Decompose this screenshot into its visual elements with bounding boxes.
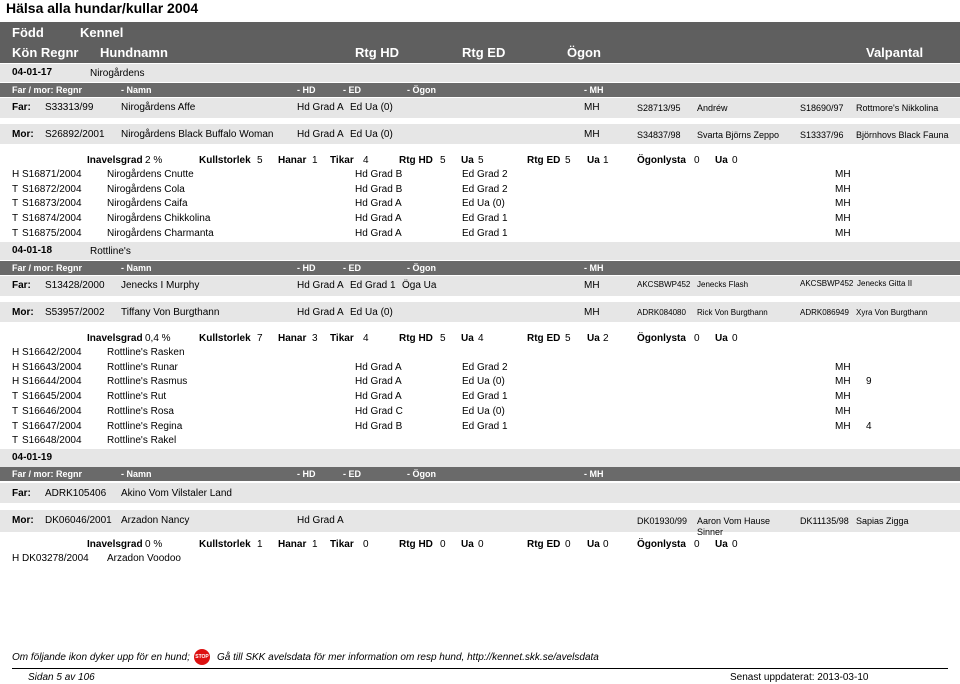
pup-name: Rottline's Rosa [107, 405, 174, 417]
header-kon-regnr: Kön Regnr [12, 45, 79, 60]
sire-ogon: Öga Ua [402, 280, 437, 291]
pup-row [0, 227, 960, 241]
pup-valpantal: 4 [866, 420, 872, 432]
stat-rtg-ed: 5 [565, 333, 571, 344]
sire-row [0, 483, 960, 503]
sire-father-regnr: AKCSBWP452 [637, 280, 691, 289]
stat-ua-ogon: 0 [732, 539, 738, 550]
pup-regnr: S16646/2004 [22, 405, 82, 417]
pup-sex: T [12, 227, 19, 239]
header-kennel: Kennel [80, 25, 124, 40]
sire-regnr: S13428/2000 [45, 280, 105, 291]
pup-regnr: S16648/2004 [22, 435, 82, 447]
pup-row [0, 375, 960, 389]
sire-name: Akino Vom Vilstaler Land [121, 488, 232, 499]
pup-row [0, 405, 960, 419]
pup-row [0, 197, 960, 211]
pup-mh: MH [835, 420, 851, 432]
sire-label: Far: [12, 280, 31, 291]
pup-mh: MH [835, 213, 851, 225]
dam-mh: MH [584, 307, 600, 318]
sire-mh: MH [584, 102, 600, 113]
pup-row [0, 168, 960, 182]
pup-regnr: S16875/2004 [22, 227, 82, 239]
litter-date-row [0, 449, 960, 467]
pup-name: Rottline's Rut [107, 391, 167, 403]
dam-father-regnr: ADRK084080 [637, 308, 686, 317]
pup-name: Rottline's Runar [107, 361, 178, 373]
stat-rtg-ed: 0 [565, 539, 571, 550]
last-updated: Senast uppdaterat: 2013-03-10 [730, 672, 869, 683]
sire-name: Nirogårdens Affe [121, 102, 196, 113]
stat-ua-label: Ua [715, 155, 728, 166]
dam-name: Arzadon Nancy [121, 515, 190, 526]
sire-hd: Hd Grad A [297, 280, 344, 291]
pup-name: Nirogårdens Cola [107, 183, 185, 195]
pup-sex: T [12, 183, 19, 195]
dam-father-name: Rick Von Burgthann [697, 308, 768, 317]
dam-row [0, 302, 960, 322]
sire-row [0, 276, 960, 296]
fm-head-far-mor: Far / mor: Regnr [12, 85, 83, 95]
stat-kullstorlek: 5 [257, 155, 263, 166]
pup-sex: T [12, 405, 19, 417]
stat-tikar: 4 [363, 155, 369, 166]
dam-name: Tiffany Von Burgthann [121, 307, 220, 318]
pup-mh: MH [835, 405, 851, 417]
litter-date-row [0, 242, 960, 260]
parent-header-row [0, 261, 960, 275]
dam-ed: Ed Ua (0) [350, 129, 393, 140]
pup-ed: Ed Grad 1 [462, 420, 508, 432]
stat-ua-label: Ua [587, 333, 600, 344]
fm-head-ogon: - Ögon [407, 469, 436, 479]
stat-ogonlysta-label: Ögonlysta [637, 539, 686, 550]
pup-hd: Hd Grad A [355, 198, 402, 210]
pup-row [0, 552, 960, 566]
stat-ua-label: Ua [461, 539, 474, 550]
pup-regnr: S16642/2004 [22, 347, 82, 358]
stat-ogonlysta-label: Ögonlysta [637, 155, 686, 166]
pup-regnr: S16643/2004 [22, 361, 82, 373]
sire-mother-regnr: AKCSBWP452 [800, 279, 854, 288]
stat-hanar-label: Hanar [278, 539, 307, 550]
pup-hd: Hd Grad A [355, 376, 402, 388]
stat-rtg-hd-label: Rtg HD [399, 155, 433, 166]
stat-ua-label: Ua [587, 539, 600, 550]
stat-tikar: 4 [363, 333, 369, 344]
pup-name: Rottline's Regina [107, 420, 183, 432]
stat-inavelsgrad-label: Inavelsgrad [87, 155, 143, 166]
stat-ogonlysta: 0 [694, 333, 700, 344]
litter-date: 04-01-19 [12, 452, 53, 463]
pup-ed: Ed Grad 1 [462, 213, 508, 225]
pup-name: Nirogårdens Caifa [107, 198, 188, 210]
sire-mother-name: Rottmore's Nikkolina [856, 103, 939, 113]
stat-rtg-hd-label: Rtg HD [399, 539, 433, 550]
fm-head-ed: - ED [343, 85, 361, 95]
stat-tikar-label: Tikar [330, 333, 354, 344]
pup-regnr: S16873/2004 [22, 198, 82, 210]
dam-hd: Hd Grad A [297, 515, 344, 526]
fm-head-hd: - HD [297, 85, 316, 95]
fm-head-namn: - Namn [121, 85, 152, 95]
litter-kennel: Nirogårdens [90, 68, 145, 79]
stat-ua-ogon: 0 [732, 155, 738, 166]
dam-mh: MH [584, 129, 600, 140]
pup-ed: Ed Ua (0) [462, 198, 505, 210]
header-rtg-ed: Rtg ED [462, 45, 506, 60]
header-valpantal: Valpantal [866, 45, 924, 60]
litter-stats-row [0, 538, 960, 552]
page-title: Hälsa alla hundar/kullar 2004 [6, 0, 199, 16]
pup-row [0, 183, 960, 197]
fm-head-namn: - Namn [121, 263, 152, 273]
dam-mother-name: Björnhovs Black Fauna [856, 130, 949, 140]
pup-hd: Hd Grad B [355, 183, 403, 195]
dam-father-regnr: DK01930/99 [637, 516, 688, 526]
sire-father-name: Andréw [697, 103, 728, 113]
stat-hanar: 1 [312, 155, 318, 166]
fm-head-far-mor: Far / mor: Regnr [12, 263, 83, 273]
pup-hd: Hd Grad A [355, 361, 402, 373]
sire-mh: MH [584, 280, 600, 291]
pup-hd: Hd Grad C [355, 405, 403, 417]
stat-ogonlysta: 0 [694, 539, 700, 550]
parent-header-row [0, 83, 960, 97]
stat-ua-ed: 1 [603, 155, 609, 166]
pup-hd: Hd Grad B [355, 169, 403, 180]
litter-date-row [0, 64, 960, 82]
stat-ua-label: Ua [715, 539, 728, 550]
pup-regnr: S16644/2004 [22, 376, 82, 388]
dam-label: Mor: [12, 307, 34, 318]
sire-label: Far: [12, 102, 31, 113]
fm-head-ogon: - Ögon [407, 85, 436, 95]
sire-hd: Hd Grad A [297, 102, 344, 113]
pup-sex: T [12, 213, 19, 225]
stat-tikar-label: Tikar [330, 539, 354, 550]
fm-head-mh: - MH [584, 85, 604, 95]
pup-ed: Ed Grad 2 [462, 361, 508, 373]
pup-name: Nirogårdens Chikkolina [107, 213, 211, 225]
stat-ogonlysta-label: Ögonlysta [637, 333, 686, 344]
stat-rtg-hd-label: Rtg HD [399, 333, 433, 344]
stat-kullstorlek-label: Kullstorlek [199, 539, 251, 550]
pup-mh: MH [835, 376, 851, 388]
pup-sex: T [12, 391, 19, 403]
header-ogon: Ögon [567, 45, 601, 60]
stat-inavelsgrad: 0 % [145, 539, 163, 550]
stat-rtg-ed-label: Rtg ED [527, 333, 561, 344]
stop-icon: STOP [194, 649, 210, 665]
pup-sex: H [12, 347, 20, 358]
pup-mh: MH [835, 198, 851, 210]
fm-head-ed: - ED [343, 469, 361, 479]
pup-sex: H [12, 169, 20, 180]
pup-ed: Ed Grad 2 [462, 183, 508, 195]
stat-ua-ogon: 0 [732, 333, 738, 344]
sire-ed: Ed Grad 1 [350, 280, 396, 291]
stat-kullstorlek: 7 [257, 333, 263, 344]
fm-head-hd: - HD [297, 469, 316, 479]
stat-rtg-ed-label: Rtg ED [527, 539, 561, 550]
sire-regnr: S33313/99 [45, 102, 94, 113]
pup-name: Nirogårdens Charmanta [107, 227, 214, 239]
stat-ua-hd: 5 [478, 155, 484, 166]
litter-date: 04-01-18 [12, 245, 53, 256]
stat-rtg-hd: 0 [440, 539, 446, 550]
stat-rtg-hd: 5 [440, 333, 446, 344]
stat-hanar: 1 [312, 539, 318, 550]
footer-skk-link[interactable]: Gå till SKK avelsdata för mer information om resp hund, http://kennet.skk.se/avelsdata [217, 652, 599, 663]
dam-hd: Hd Grad A [297, 129, 344, 140]
pup-hd: Hd Grad B [355, 420, 403, 432]
pup-sex: T [12, 198, 19, 210]
stat-ua-ed: 2 [603, 333, 609, 344]
pup-ed: Ed Grad 1 [462, 391, 508, 403]
header-hundnamn: Hundnamn [100, 45, 168, 60]
pup-name: Rottline's Rasmus [107, 376, 188, 388]
fm-head-mh: - MH [584, 469, 604, 479]
sire-mother-regnr: S18690/97 [800, 103, 844, 113]
dam-father-regnr: S34837/98 [637, 130, 681, 140]
fm-head-ed: - ED [343, 263, 361, 273]
pup-sex: H [12, 553, 20, 564]
sire-mother-name: Jenecks Gitta II [857, 279, 913, 288]
stat-hanar-label: Hanar [278, 155, 307, 166]
pup-sex: H [12, 361, 20, 373]
stat-kullstorlek-label: Kullstorlek [199, 333, 251, 344]
sire-ed: Ed Ua (0) [350, 102, 393, 113]
sire-row [0, 98, 960, 118]
pup-row [0, 434, 960, 448]
pup-hd: Hd Grad A [355, 213, 402, 225]
parent-header-row [0, 467, 960, 481]
pup-mh: MH [835, 169, 851, 180]
pup-ed: Ed Grad 1 [462, 227, 508, 239]
stat-tikar-label: Tikar [330, 155, 354, 166]
dam-label: Mor: [12, 515, 34, 526]
header-fodd: Född [12, 25, 44, 40]
pup-regnr: DK03278/2004 [22, 553, 89, 564]
page-number: Sidan 5 av 106 [28, 672, 95, 683]
dam-mother-name: Sapias Zigga [856, 516, 909, 526]
pup-mh: MH [835, 361, 851, 373]
header-rtg-hd: Rtg HD [355, 45, 400, 60]
stat-ua-hd: 0 [478, 539, 484, 550]
footer-icon-note: Om följande ikon dyker upp för en hund; [12, 652, 190, 663]
stat-ua-label: Ua [715, 333, 728, 344]
litter-date: 04-01-17 [12, 67, 53, 78]
stat-kullstorlek: 1 [257, 539, 263, 550]
stat-inavelsgrad: 2 % [145, 155, 163, 166]
pup-name: Rottline's Rakel [107, 435, 177, 447]
sire-father-regnr: S28713/95 [637, 103, 681, 113]
stat-rtg-hd: 5 [440, 155, 446, 166]
pup-name: Nirogårdens Cnutte [107, 169, 194, 180]
dam-regnr: S26892/2001 [45, 129, 105, 140]
column-header [0, 22, 960, 63]
pup-regnr: S16647/2004 [22, 420, 82, 432]
litter-stats-row [0, 154, 960, 168]
dam-mother-regnr: S13337/96 [800, 130, 844, 140]
stat-ua-label: Ua [461, 333, 474, 344]
pup-sex: T [12, 420, 19, 432]
dam-ed: Ed Ua (0) [350, 307, 393, 318]
dam-row [0, 510, 960, 537]
footer-divider [12, 668, 948, 669]
stat-hanar: 3 [312, 333, 318, 344]
fm-head-far-mor: Far / mor: Regnr [12, 469, 83, 479]
stat-ua-ed: 0 [603, 539, 609, 550]
fm-head-ogon: - Ögon [407, 263, 436, 273]
stat-ua-label: Ua [461, 155, 474, 166]
dam-father-name: Aaron Vom Hause Sinner [697, 516, 771, 537]
pup-hd: Hd Grad A [355, 227, 402, 239]
dam-row [0, 124, 960, 144]
pup-ed: Ed Ua (0) [462, 376, 505, 388]
dam-name: Nirogårdens Black Buffalo Woman [121, 129, 274, 140]
fm-head-mh: - MH [584, 263, 604, 273]
pup-row [0, 361, 960, 375]
dam-label: Mor: [12, 129, 34, 140]
fm-head-namn: - Namn [121, 469, 152, 479]
pup-name: Rottline's Rasken [107, 347, 185, 358]
stat-ua-label: Ua [587, 155, 600, 166]
dam-mother-regnr: DK11135/98 [800, 516, 849, 526]
litter-stats-row [0, 332, 960, 346]
pup-mh: MH [835, 227, 851, 239]
litter-kennel: Rottline's [90, 246, 131, 257]
stat-inavelsgrad-label: Inavelsgrad [87, 333, 143, 344]
pup-row [0, 390, 960, 404]
dam-regnr: DK06046/2001 [45, 515, 112, 526]
pup-sex: T [12, 435, 19, 447]
pup-regnr: S16871/2004 [22, 169, 82, 180]
stat-ogonlysta: 0 [694, 155, 700, 166]
pup-hd: Hd Grad A [355, 391, 402, 403]
pup-regnr: S16872/2004 [22, 183, 82, 195]
dam-regnr: S53957/2002 [45, 307, 105, 318]
stat-kullstorlek-label: Kullstorlek [199, 155, 251, 166]
dam-hd: Hd Grad A [297, 307, 344, 318]
pup-mh: MH [835, 183, 851, 195]
stat-ua-hd: 4 [478, 333, 484, 344]
pup-mh: MH [835, 391, 851, 403]
sire-regnr: ADRK105406 [45, 488, 107, 499]
pup-row [0, 346, 960, 360]
sire-label: Far: [12, 488, 31, 499]
fm-head-hd: - HD [297, 263, 316, 273]
pup-row [0, 212, 960, 226]
sire-father-name: Jenecks Flash [697, 280, 749, 289]
stat-inavelsgrad: 0,4 % [145, 333, 171, 344]
pup-regnr: S16874/2004 [22, 213, 82, 225]
stat-tikar: 0 [363, 539, 369, 550]
dam-mother-regnr: ADRK086949 [800, 308, 849, 317]
stat-hanar-label: Hanar [278, 333, 307, 344]
dam-father-name: Svarta Björns Zeppo [697, 130, 780, 140]
stat-rtg-ed: 5 [565, 155, 571, 166]
pup-sex: H [12, 376, 20, 388]
pup-regnr: S16645/2004 [22, 391, 82, 403]
pup-valpantal: 9 [866, 376, 872, 388]
pup-ed: Ed Ua (0) [462, 405, 505, 417]
stat-inavelsgrad-label: Inavelsgrad [87, 539, 143, 550]
pup-name: Arzadon Voodoo [107, 553, 181, 564]
dam-mother-name: Xyra Von Burgthann [856, 308, 928, 317]
sire-name: Jenecks I Murphy [121, 280, 200, 291]
stat-rtg-ed-label: Rtg ED [527, 155, 561, 166]
pup-ed: Ed Grad 2 [462, 169, 508, 180]
pup-row [0, 420, 960, 434]
